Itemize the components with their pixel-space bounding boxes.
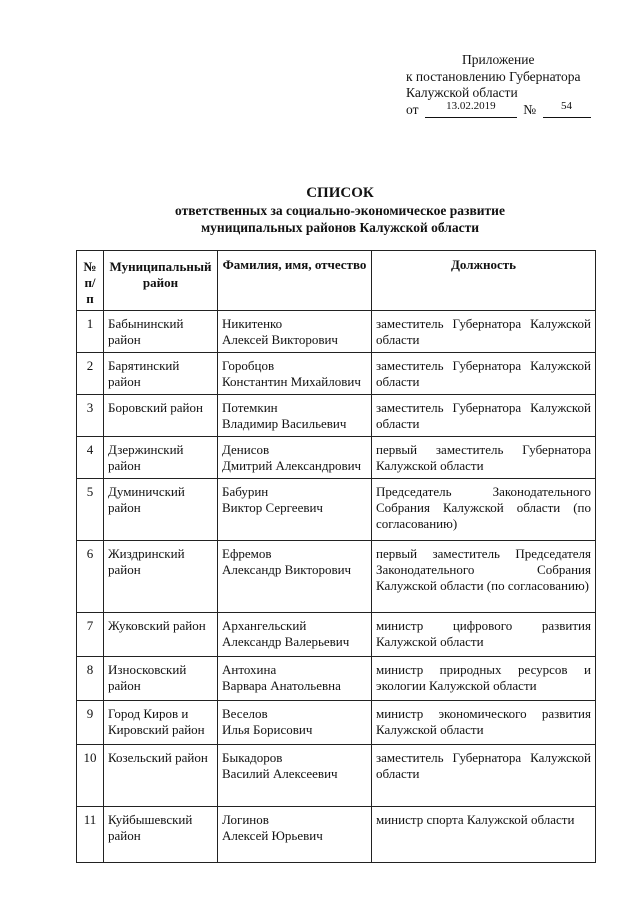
row-name <box>218 807 372 863</box>
table-row <box>77 657 596 701</box>
row-number: 6 <box>77 541 104 613</box>
number-value: 54 <box>561 100 572 112</box>
header-position: Должность <box>372 251 596 311</box>
row-number: 9 <box>77 701 104 745</box>
row-district: Козельский район <box>104 745 218 807</box>
row-district: Куйбышевский район <box>104 807 218 863</box>
title-subline-1: ответственных за социально-экономическое развитие <box>175 203 505 218</box>
table-row <box>77 437 596 479</box>
date-field <box>425 100 517 118</box>
table-row <box>77 541 596 613</box>
header-num: № п/п <box>77 251 104 311</box>
row-number: 5 <box>77 479 104 541</box>
row-number: 10 <box>77 745 104 807</box>
header-name: Фамилия, имя, отчество <box>218 251 372 311</box>
appendix-header <box>406 52 616 120</box>
table-row <box>77 745 596 807</box>
row-position: министр спорта Калужской области <box>372 807 596 863</box>
row-given-names: Илья Борисович <box>222 722 313 737</box>
appendix-label: Приложение <box>462 52 535 67</box>
row-given-names: Виктор Сергеевич <box>222 500 323 515</box>
row-surname: Веселов <box>222 706 268 721</box>
table-body <box>77 311 596 863</box>
table-header-row <box>77 251 596 311</box>
appendix-region-line: Калужской области <box>406 85 518 100</box>
row-surname: Архангельский <box>222 618 307 633</box>
row-name <box>218 613 372 657</box>
row-given-names: Дмитрий Александрович <box>222 458 362 473</box>
row-number: 8 <box>77 657 104 701</box>
row-position: министр цифрового развития Калужской области <box>372 613 596 657</box>
row-surname: Никитенко <box>222 316 283 331</box>
row-district: Боровский район <box>104 395 218 437</box>
date-value: 13.02.2019 <box>446 100 496 112</box>
row-surname: Бабурин <box>222 484 269 499</box>
row-district: Дзержинский район <box>104 437 218 479</box>
table-row <box>77 701 596 745</box>
row-position: министр природных ресурсов и экологии Калужской области <box>372 657 596 701</box>
row-district: Износковский район <box>104 657 218 701</box>
table-row <box>77 311 596 353</box>
row-name <box>218 745 372 807</box>
row-position: министр экономического развития Калужской области <box>372 701 596 745</box>
title-heading: СПИСОК <box>306 185 374 201</box>
responsibles-table <box>76 250 596 863</box>
row-district: Думиничский район <box>104 479 218 541</box>
row-district: Бабынинский район <box>104 311 218 353</box>
row-given-names: Константин Михайлович <box>222 374 361 389</box>
row-given-names: Алексей Викторович <box>222 332 338 347</box>
row-position: заместитель Губернатора Калужской области <box>372 311 596 353</box>
number-field <box>543 100 591 118</box>
row-surname: Денисов <box>222 442 270 457</box>
order-date-number-line <box>406 102 616 120</box>
row-position: заместитель Губернатора Калужской области <box>372 353 596 395</box>
row-district: Жуковский район <box>104 613 218 657</box>
table-row <box>77 807 596 863</box>
row-position: заместитель Губернатора Калужской области <box>372 395 596 437</box>
row-number: 7 <box>77 613 104 657</box>
header-district: Муниципальный район <box>104 251 218 311</box>
appendix-decree-line: к постановлению Губернатора <box>406 68 581 84</box>
row-number: 11 <box>77 807 104 863</box>
row-number: 2 <box>77 353 104 395</box>
number-label: № <box>523 101 537 117</box>
row-name <box>218 311 372 353</box>
row-name <box>218 395 372 437</box>
row-number: 4 <box>77 437 104 479</box>
row-surname: Логинов <box>222 812 269 827</box>
row-name <box>218 437 372 479</box>
row-surname: Быкадоров <box>222 750 283 765</box>
row-number: 1 <box>77 311 104 353</box>
row-name <box>218 479 372 541</box>
from-label: от <box>406 101 419 117</box>
title-subline-2: муниципальных районов Калужской области <box>200 220 480 235</box>
row-district: Город Киров и Кировский район <box>104 701 218 745</box>
row-name <box>218 353 372 395</box>
row-surname: Ефремов <box>222 546 272 561</box>
row-surname: Потемкин <box>222 400 278 415</box>
row-given-names: Александр Викторович <box>222 562 352 577</box>
table-row <box>77 479 596 541</box>
document-title <box>100 184 580 236</box>
row-district: Барятинский район <box>104 353 218 395</box>
row-given-names: Алексей Юрьевич <box>222 828 323 843</box>
row-given-names: Варвара Анатольевна <box>222 678 341 693</box>
row-position: первый заместитель Губернатора Калужской области <box>372 437 596 479</box>
row-surname: Антохина <box>222 662 277 677</box>
row-position: первый заместитель Председателя Законодательного Собрания Калужской области (по согласованию) <box>372 541 596 613</box>
row-name <box>218 701 372 745</box>
table-row <box>77 613 596 657</box>
table-row <box>77 353 596 395</box>
row-number: 3 <box>77 395 104 437</box>
row-district: Жиздринский район <box>104 541 218 613</box>
row-name <box>218 657 372 701</box>
row-given-names: Василий Алексеевич <box>222 766 338 781</box>
row-surname: Горобцов <box>222 358 275 373</box>
row-given-names: Александр Валерьевич <box>222 634 350 649</box>
row-position: Председатель Законодательного Собрания Калужской области (по согласованию) <box>372 479 596 541</box>
table-row <box>77 395 596 437</box>
row-name <box>218 541 372 613</box>
row-position: заместитель Губернатора Калужской области <box>372 745 596 807</box>
row-given-names: Владимир Васильевич <box>222 416 347 431</box>
